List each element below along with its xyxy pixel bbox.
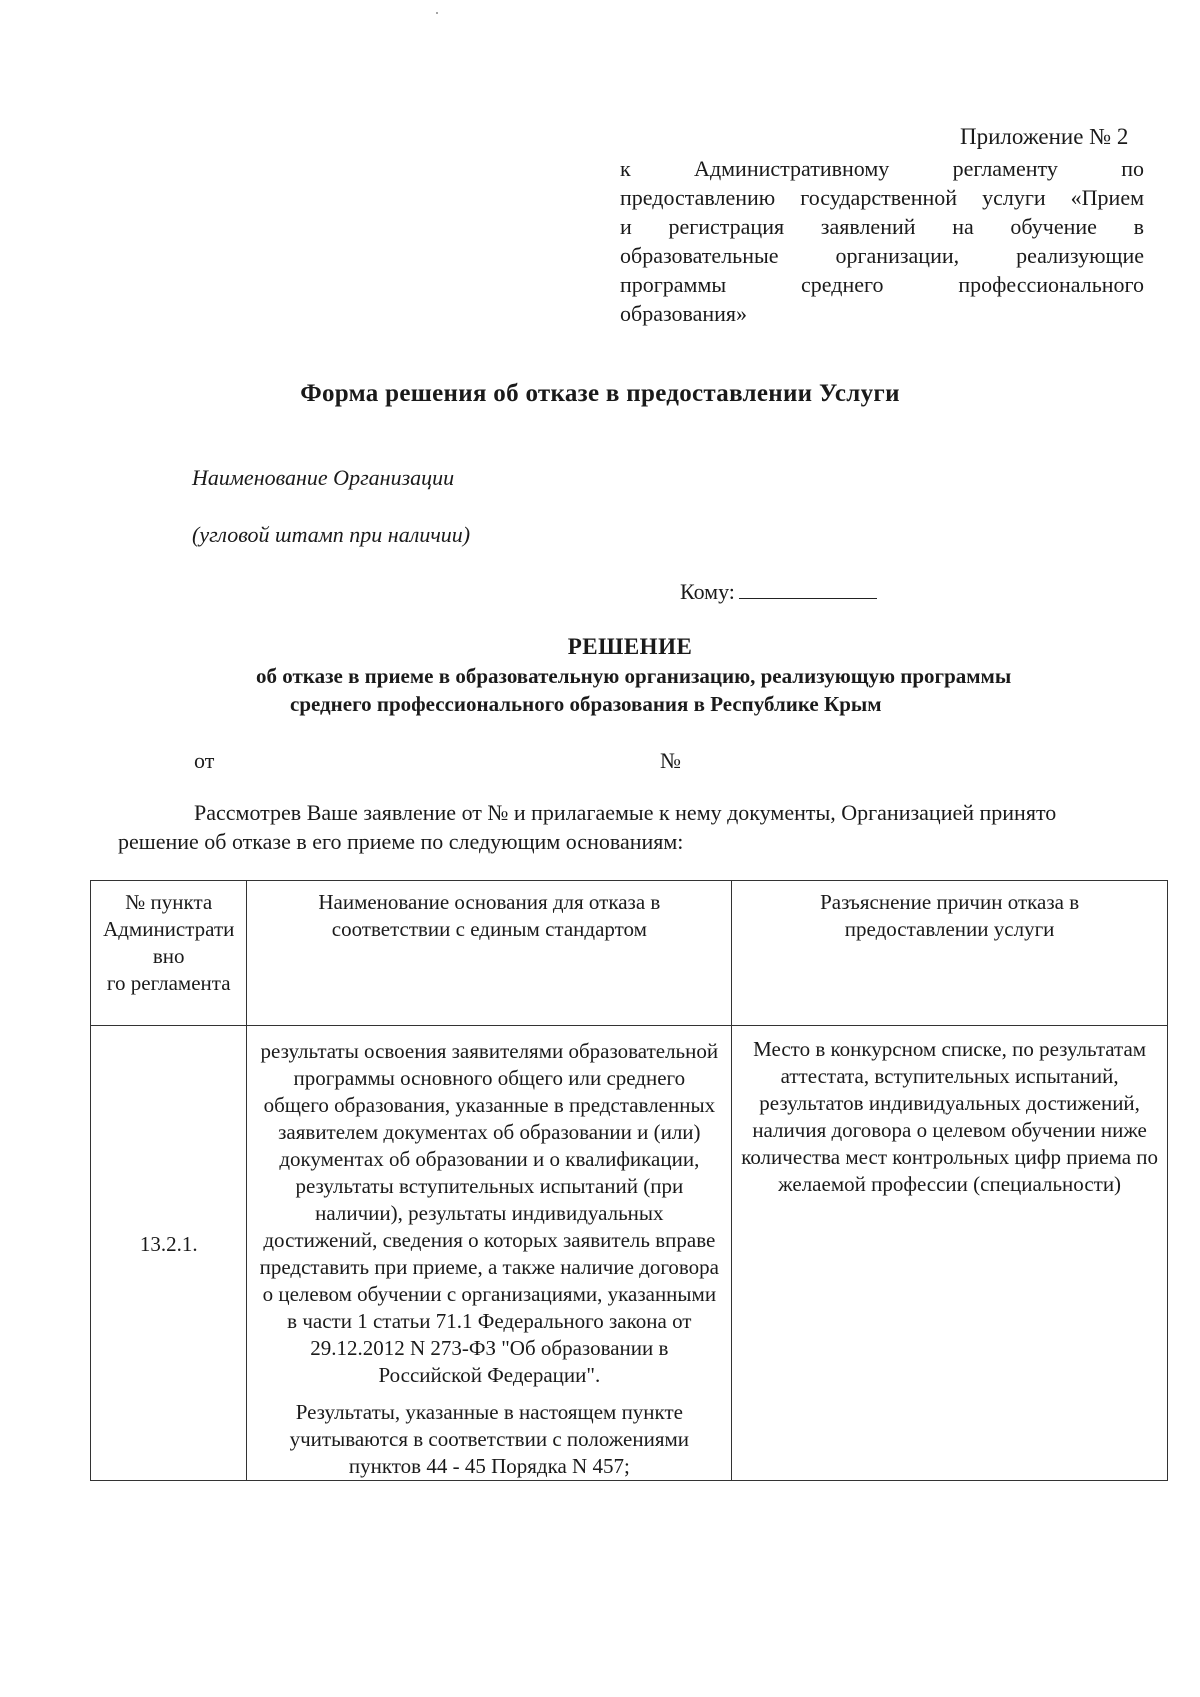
regulation-point-cell: 13.2.1.: [91, 1026, 247, 1481]
refusal-reasons-table: [90, 880, 1168, 1481]
table-header-cell: [91, 881, 247, 1026]
recipient-field: [680, 578, 877, 605]
appendix-line: образовательные организации, реализующие: [620, 243, 1144, 268]
corner-stamp-note: (угловой штамп при наличии): [192, 522, 471, 547]
appendix-line: программы среднего профессионального: [620, 272, 1144, 297]
table-header-cell: [247, 881, 732, 1026]
refusal-ground-text: результаты освоения заявителями образовательной программы основного общего или среднего общего образования, указанные в представленных заявителем документах об образовании и (или) документах об образовании и о квалификации, результаты вступительных испытаний (при наличии), результаты индивидуальных достижений, сведения о которых заявитель вправе представить при приеме, а также наличие договора о целевом обучении с организациями, указанными в части 1 статьи 71.1 Федерального закона от 29.12.2012 N 273-ФЗ "Об образовании в Российской Федерации".: [259, 1039, 720, 1387]
date-label: от: [194, 748, 215, 773]
header-refusal-explanation: Разъяснение причин отказа в предоставлении услуги: [820, 890, 1080, 941]
table-header-row: [91, 881, 1168, 1026]
header-regulation-point: № пункта Администрати вно го регламента: [103, 890, 235, 995]
header-refusal-ground: Наименование основания для отказа в соответствии с единым стандартом: [318, 890, 661, 941]
appendix-line: и регистрация заявлений на обучение в: [620, 214, 1144, 239]
refusal-explanation-cell: [732, 1026, 1168, 1481]
appendix-line: к Административному регламенту по: [620, 156, 1144, 181]
appendix-reference: [620, 154, 1144, 328]
appendix-title: Приложение № 2: [960, 124, 1129, 149]
recipient-label: Кому:: [680, 579, 735, 604]
decision-heading: РЕШЕНИЕ: [567, 634, 693, 659]
scan-speck: [436, 12, 438, 14]
refusal-ground-note: Результаты, указанные в настоящем пункте учитываются в соответствии с положениями пунктов 44 - 45 Порядка N 457;: [289, 1400, 690, 1478]
table-row: [91, 1026, 1168, 1481]
organization-name: Наименование Организации: [192, 465, 455, 490]
decision-subtitle-line: об отказе в приеме в образовательную организацию, реализующую программы: [256, 664, 1012, 688]
recipient-blank-line: [739, 578, 877, 599]
intro-text-line: Рассмотрев Ваше заявление от № и прилагаемые к нему документы, Организацией принято: [194, 800, 1057, 825]
appendix-line: образования»: [620, 301, 748, 326]
appendix-line: предоставлению государственной услуги «Прием: [620, 185, 1144, 210]
intro-text-line: решение об отказе в его приеме по следующим основаниям:: [118, 829, 684, 854]
form-title: Форма решения об отказе в предоставлении Услуги: [300, 380, 900, 407]
decision-subtitle-line: среднего профессионального образования в Республике Крым: [290, 692, 882, 716]
refusal-ground-cell: [247, 1026, 732, 1481]
number-label: №: [660, 748, 681, 773]
refusal-explanation-text: Место в конкурсном списке, по результатам аттестата, вступительных испытаний, результатов индивидуальных достижений, наличия договора о целевом обучении ниже количества мест контрольных цифр приема по желаемой профессии (специальности): [741, 1037, 1159, 1196]
table-header-cell: [732, 881, 1168, 1026]
